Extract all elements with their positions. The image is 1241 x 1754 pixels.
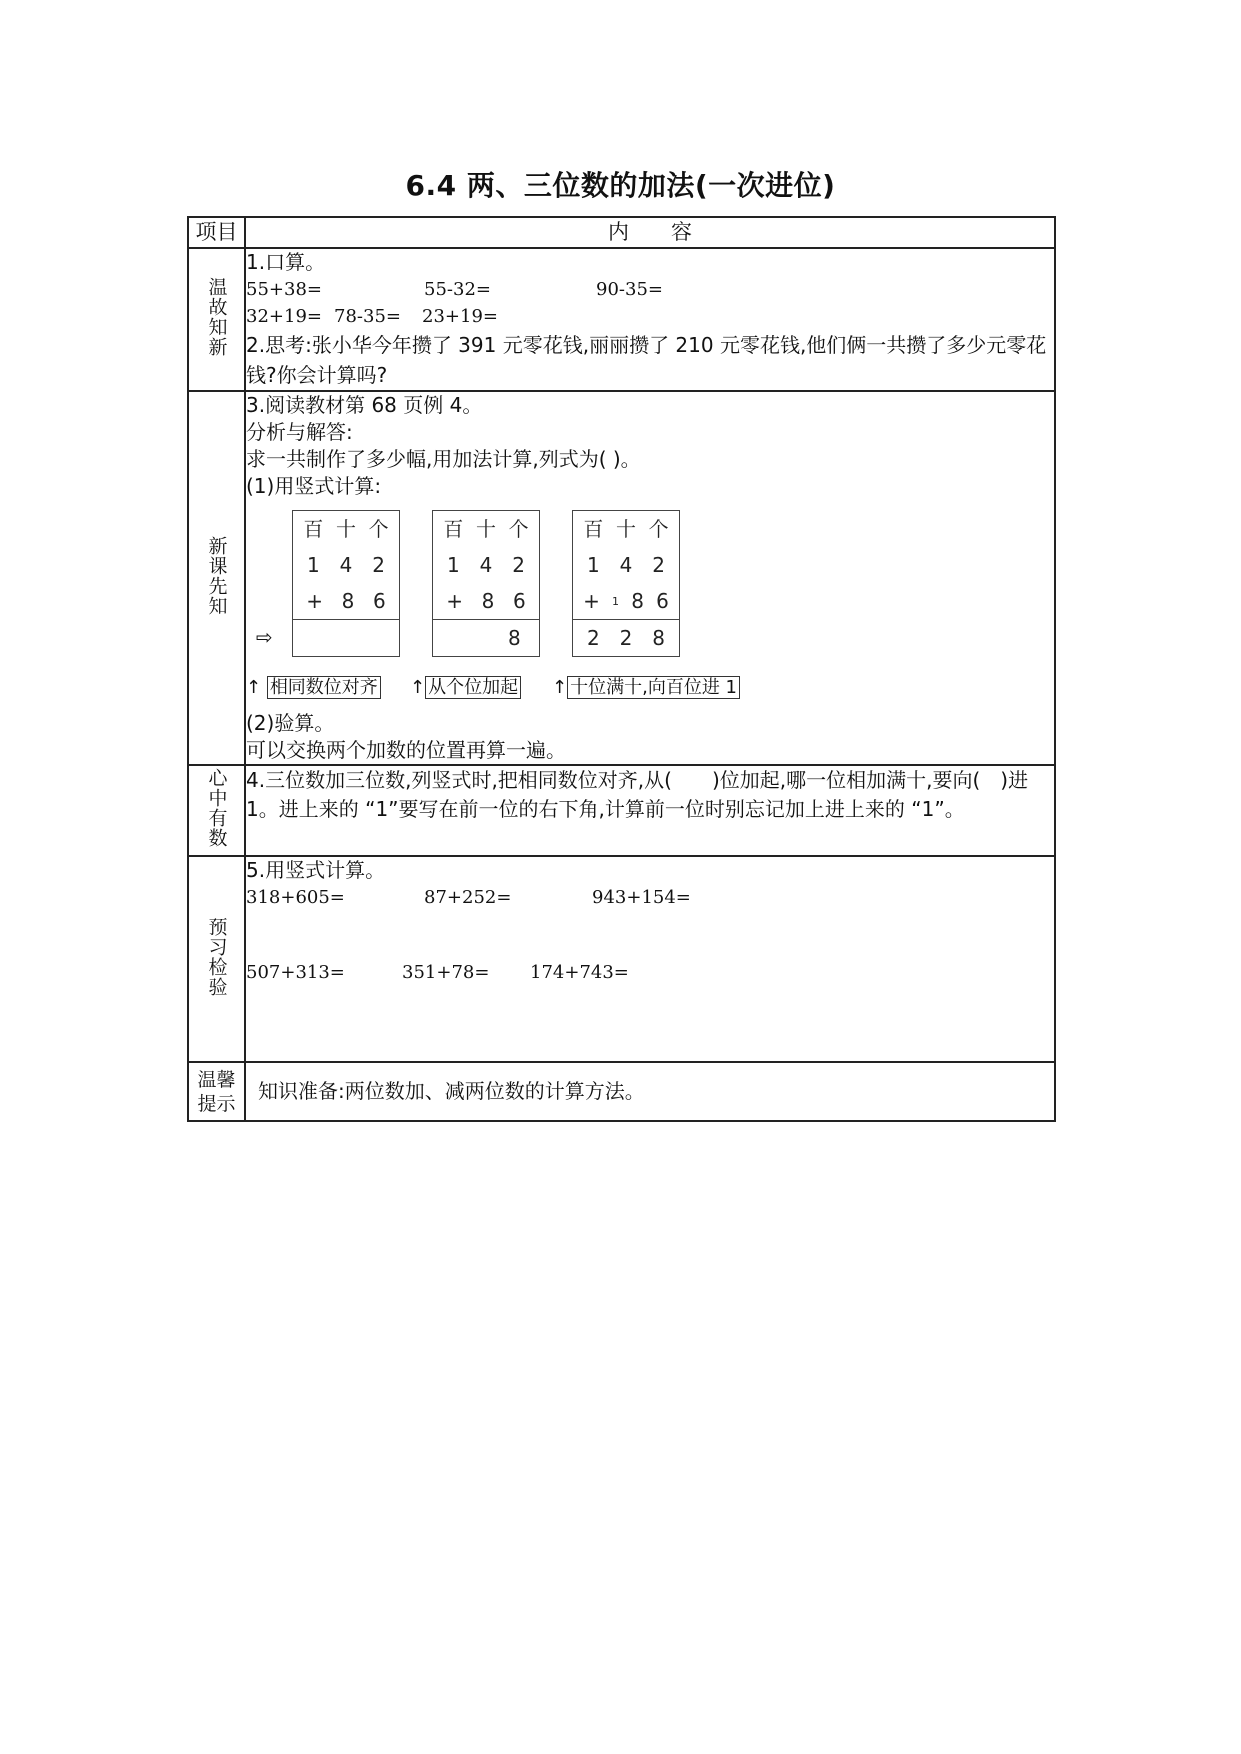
page-title: 6.4 两、三位数的加法(一次进位) xyxy=(405,169,836,202)
section-label-tip: 温馨提示 xyxy=(188,1062,245,1121)
vertical-label: (1)用竖式计算: xyxy=(246,474,382,498)
header-content: 内 容 xyxy=(245,217,1055,248)
check-item: 943+154= xyxy=(592,887,691,908)
vertical-calculations xyxy=(246,500,1054,710)
check-item: 87+252= xyxy=(424,887,512,908)
check-item: 318+605= xyxy=(246,887,345,908)
mental-row-1 xyxy=(246,276,1054,303)
tip-content xyxy=(245,1062,1055,1121)
analysis-label: 分析与解答: xyxy=(246,420,353,444)
summary-text: 4.三位数加三位数,列竖式时,把相同数位对齐,从( )位加起,哪一位相加满十,要向( )进 1。进上来的 “1”要写在前一位的右下角,计算前一位时别忘记加上进上来的 “1”。 xyxy=(246,768,1029,821)
check-item: 174+743= xyxy=(530,962,629,983)
review-heading: 1.口算。 xyxy=(246,250,326,274)
vertical-calc-1: 百 十 个 1 4 2 + 8 6 xyxy=(292,510,400,657)
review-content xyxy=(245,248,1055,391)
mental-item: 55+38= xyxy=(246,279,322,300)
note-ones-first: ↑ 从个位加起 xyxy=(410,674,521,701)
section-label-preview: 新课先知 xyxy=(188,391,245,765)
verify-text: 可以交换两个加数的位置再算一遍。 xyxy=(246,738,566,762)
preview-content xyxy=(245,391,1055,765)
section-label-summary: 心中有数 xyxy=(188,765,245,856)
lesson-table xyxy=(187,216,1056,1122)
check-row-1 xyxy=(246,884,1054,911)
vertical-calc-3: 百 十 个 1 4 2 + 1 8 6 2 2 8 xyxy=(572,510,680,657)
mental-row-2 xyxy=(246,303,1054,330)
vertical-calc-2: 百 十 个 1 4 2 + 8 6 8 xyxy=(432,510,540,657)
check-heading: 5.用竖式计算。 xyxy=(246,858,386,882)
equation-question: 求一共制作了多少幅,用加法计算,列式为( )。 xyxy=(246,447,641,471)
note-align: ↑ 相同数位对齐 xyxy=(246,674,381,701)
section-label-review: 温故知新 xyxy=(188,248,245,391)
mental-item: 55-32= xyxy=(424,279,491,300)
carry-digit: 1 xyxy=(612,594,620,608)
tip-text: 知识准备:两位数加、减两位数的计算方法。 xyxy=(258,1079,645,1103)
header-item: 项目 xyxy=(188,217,245,248)
mental-item: 32+19= xyxy=(246,306,322,327)
mental-item: 90-35= xyxy=(596,279,663,300)
read-textbook: 3.阅读教材第 68 页例 4。 xyxy=(246,393,483,417)
arrow-right-icon: ⇨ xyxy=(256,625,273,649)
check-content xyxy=(245,856,1055,1062)
note-carry: ↑ 十位满十,向百位进 1 xyxy=(552,674,740,701)
section-label-check: 预习检验 xyxy=(188,856,245,1062)
mental-item: 78-35= xyxy=(334,306,401,327)
check-item: 507+313= xyxy=(246,962,345,983)
mental-item: 23+19= xyxy=(422,306,498,327)
verify-label: (2)验算。 xyxy=(246,711,335,735)
check-item: 351+78= xyxy=(402,962,490,983)
summary-content xyxy=(245,765,1055,856)
think-question: 2.思考:张小华今年攒了 391 元零花钱,丽丽攒了 210 元零花钱,他们俩一共攒了多少元零花钱?你会计算吗? xyxy=(246,333,1047,387)
check-row-2 xyxy=(246,959,1054,986)
